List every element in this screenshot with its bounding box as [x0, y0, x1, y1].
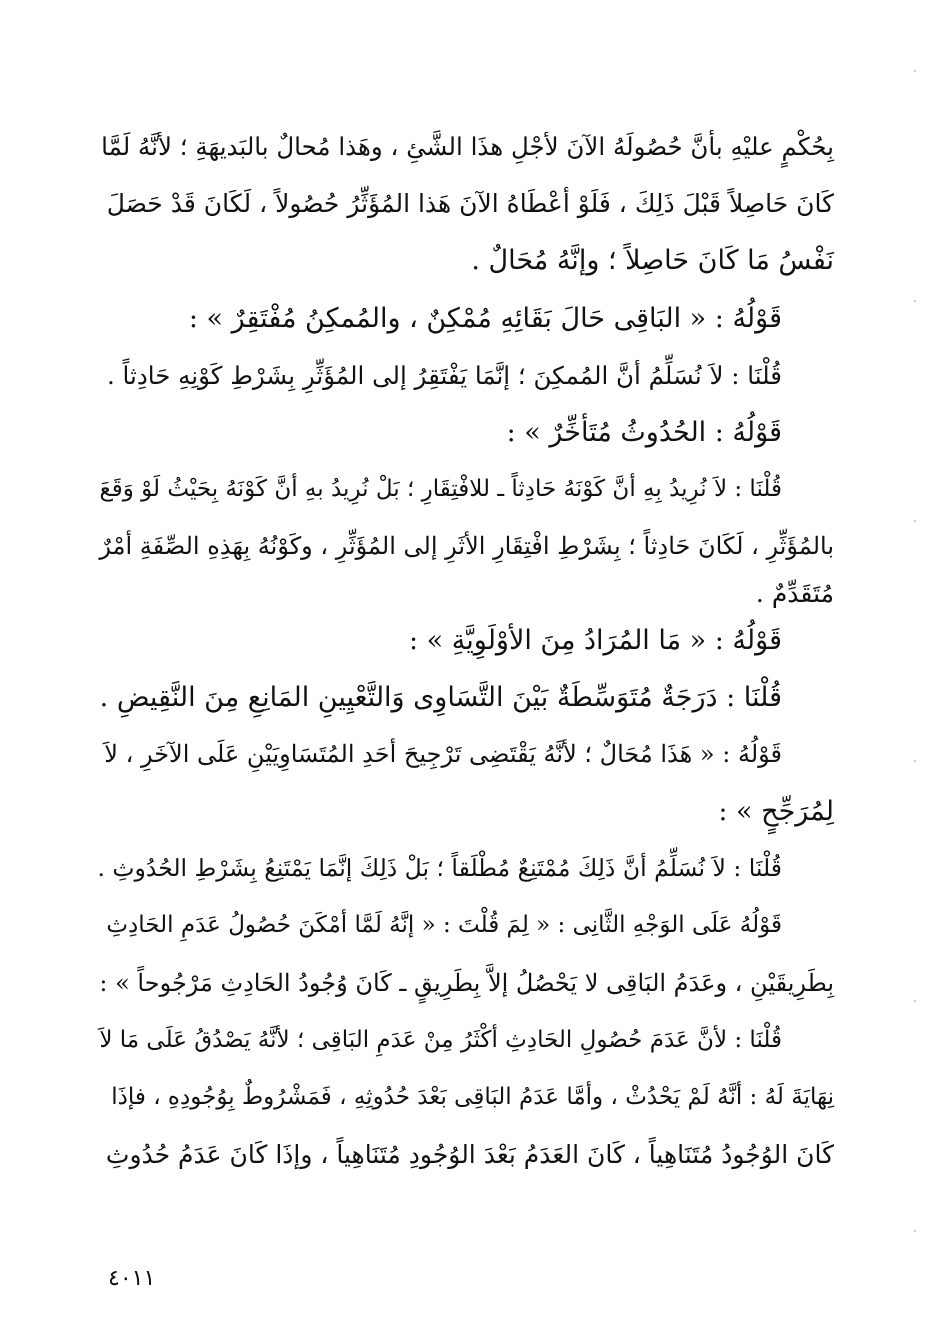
- text-line-18: نِهَايَةَ لَهُ : أنَّهُ لَمْ يَحْدُثْ ، وأمَّا عَدَمُ البَاقِى بَعْدَ حُدُوثِهِ ، فَمَشْرُوطٌ بِوُجُودِهِ ، فإذَا: [111, 1084, 834, 1110]
- text-line-2: كَانَ حَاصِلاً قَبْلَ ذَلِكَ ، فَلَوْ أعْطَاهُ الآنَ هَذا المُؤَثِّرُ حُصُولاً ، لَكَانَ قَدْ حَصَلَ: [106, 189, 834, 219]
- scan-speck: [914, 1000, 916, 1002]
- text-line-12: قَوْلُهُ : « هَذَا مُحَالٌ ؛ لأنَّهُ يَقْتَضِى تَرْجِيحَ أحَدِ المُتَسَاوِيَيْنِ عَلَى الآخَرِ ، لاَ: [104, 739, 782, 768]
- text-line-13: لِمُرَجِّحٍ » :: [718, 796, 834, 828]
- body-text: [96, 118, 834, 1183]
- text-line-3: نَفْسُ مَا كَانَ حَاصِلاً ؛ وإنَّهُ مُحَالٌ .: [471, 245, 834, 277]
- text-line-5: قُلْنَا : لاَ نُسَلِّمُ أنَّ المُمكِنَ ؛ إنَّمَا يَفْتَقِرُ إلى المُؤَثِّرِ بِشَرْطِ كَوْنِهِ حَادِثاً .: [106, 360, 782, 390]
- scan-speck: [914, 300, 916, 302]
- text-line-4: قَوْلُهُ : « البَاقِى حَالَ بَقَائِهِ مُمْكِنٌ ، والمُمكِنُ مُفْتَقِرٌ » :: [188, 302, 782, 334]
- text-line-16: بِطَرِيقَيْنِ ، وعَدَمُ البَاقِى لا يَحْصُلُ إلاَّ بِطَرِيقٍ ـ كَانَ وُجُودُ الحَادِثِ مَرْجُوحاً » :: [99, 968, 834, 997]
- scan-speck: [914, 70, 916, 72]
- scan-speck: [914, 520, 916, 522]
- text-line-1: بِحُكْمٍ عليْهِ بأنَّ حُصُولَهُ الآنَ لأجْلِ هذَا الشَّئِ ، وهَذا مُحالٌ بالبَديهَةِ ؛ لأنَّهُ لَمَّا: [101, 132, 834, 161]
- text-line-15: قَوْلُهُ عَلَى الوَجْهِ الثَّانِى : « لِمَ قُلْتَ : « إنَّهُ لَمَّا أمْكَنَ حُصُولُ عَدَمِ الحَادِثِ: [106, 912, 782, 939]
- text-line-14: قُلْنَا : لاَ نُسَلِّمُ أنَّ ذَلِكَ مُمْتَنِعٌ مُطْلَقاً ؛ بَلْ ذَلِكَ إنَّمَا يَمْتَنِعُ بِشَرْطِ الحُدُوثِ .: [97, 854, 782, 883]
- text-line-10: قَوْلُهُ : « مَا المُرَادُ مِنَ الأوْلَوِيَّةِ » :: [408, 624, 782, 656]
- scan-speck: [914, 1230, 916, 1232]
- text-line-11: قُلْنَا : دَرَجَةٌ مُتَوَسِّطَةٌ بَيْنَ التَّسَاوِى وَالتَّعْيِينِ المَانِعِ مِنَ النَّقِيضِ .: [99, 681, 782, 713]
- text-line-8: بالمُؤَثِّرِ ، لَكَانَ حَادِثاً ؛ بِشَرْطِ افْتِقَارِ الأثَرِ إلى المُؤَثِّرِ ، وكَوْنُهُ بِهَذِهِ الصِّفَةِ أمْرٌ: [99, 532, 834, 561]
- text-line-17: قُلْنَا : لأنَّ عَدَمَ حُصُولِ الحَادِثِ أكْثَرُ مِنْ عَدَمِ البَاقِى ؛ لأنَّهُ يَصْدُقُ عَلَى مَا لاَ: [99, 1026, 782, 1053]
- scan-speck: [914, 760, 916, 762]
- text-line-7: قُلْنَا : لاَ نُرِيدُ بِهِ أنَّ كَوْنَهُ حَادِثاً ـ للافْتِقَارِ ؛ بَلْ نُرِيدُ بهِ أنَّ كَوْنَهُ بِحَيْثُ لَوْ وَقَعَ: [99, 476, 782, 503]
- text-line-6: قَوْلُهُ : الحُدُوثُ مُتَأخِّرٌ » :: [506, 416, 782, 448]
- text-line-9: مُتَقَدِّمٌ .: [755, 578, 834, 608]
- text-line-19: كَانَ الوُجُودُ مُتَنَاهِياً ، كَانَ العَدَمُ بَعْدَ الوُجُودِ مُتَنَاهِياً ، وإذَا كَانَ عَدَمُ حُدُوثِ: [105, 1140, 834, 1170]
- page-number: ٤٠١١: [108, 1266, 156, 1291]
